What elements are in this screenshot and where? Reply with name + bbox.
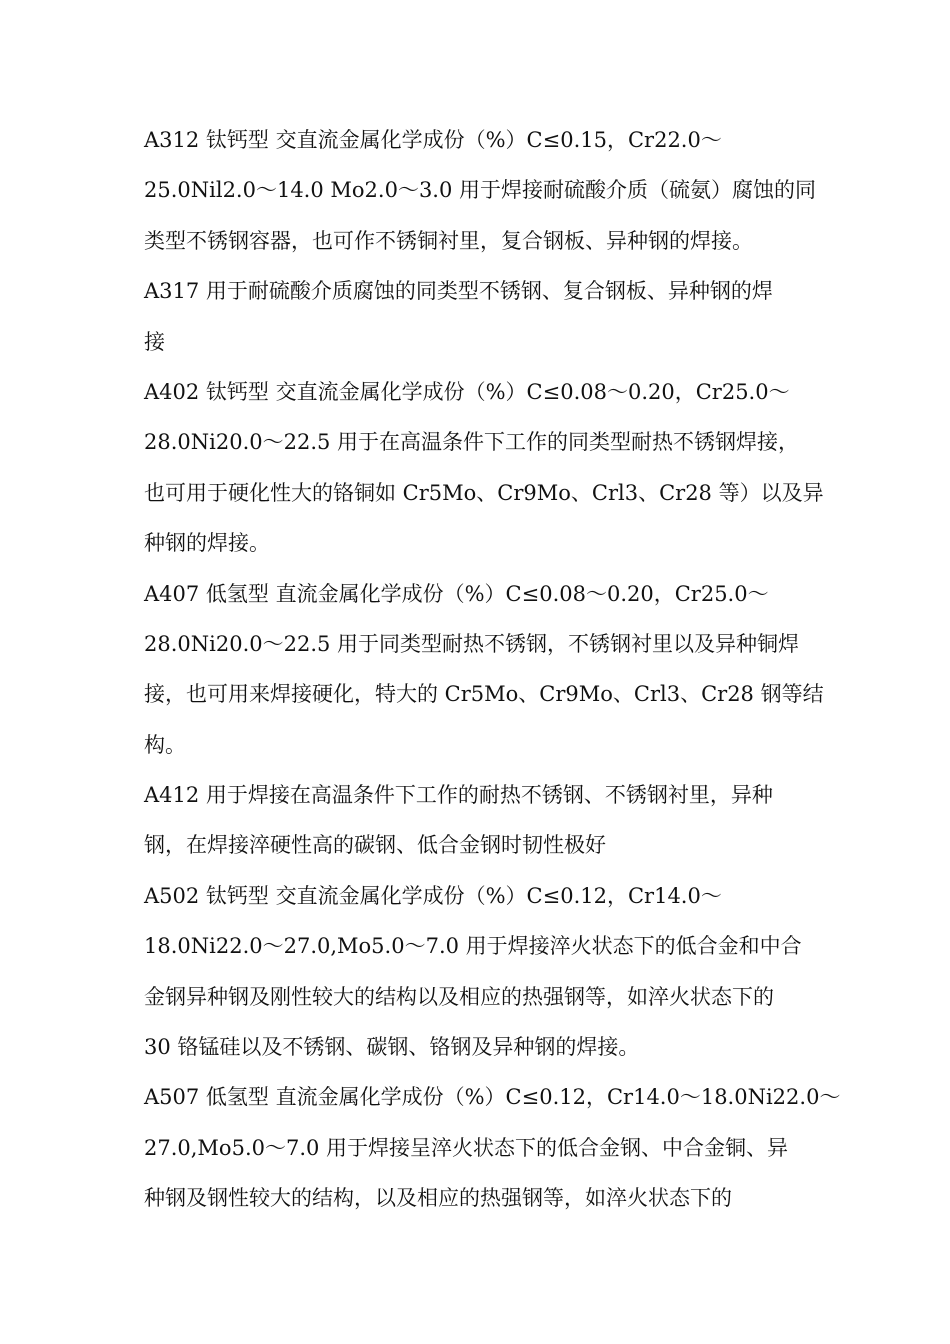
text-line: 种钢及钢性较大的结构，以及相应的热强钢等，如淬火状态下的: [144, 1186, 732, 1211]
text-line: 种钢的焊接。: [144, 531, 270, 556]
text-line: A407 低氢型 直流金属化学成份（%）C≤0.08～0.20，Cr25.0～: [144, 581, 769, 606]
text-line: 构。: [144, 732, 186, 757]
text-line: 金钢异种钢及刚性较大的结构以及相应的热强钢等，如淬火状态下的: [144, 984, 774, 1009]
text-line: 25.0Nil2.0～14.0 Mo2.0～3.0 用于焊接耐硫酸介质（硫氨）腐蚀的同: [144, 178, 817, 203]
text-line: 钢，在焊接淬硬性高的碳钢、低合金钢时韧性极好: [144, 833, 606, 858]
text-line: A412 用于焊接在高温条件下工作的耐热不锈钢、不锈钢衬里，异种: [144, 783, 773, 808]
text-line: A402 钛钙型 交直流金属化学成份（%）C≤0.08～0.20，Cr25.0～: [144, 379, 790, 404]
text-line: 27.0,Mo5.0～7.0 用于焊接呈淬火状态下的低合金钢、中合金铜、异: [144, 1135, 789, 1160]
text-line: A317 用于耐硫酸介质腐蚀的同类型不锈钢、复合钢板、异种钢的焊: [144, 279, 773, 304]
text-line: A502 钛钙型 交直流金属化学成份（%）C≤0.12，Cr14.0～: [144, 883, 722, 908]
text-line: 接，也可用来焊接硬化，特大的 Cr5Mo、Cr9Mo、Crl3、Cr28 钢等结: [144, 682, 824, 707]
text-line: 18.0Ni22.0～27.0,Mo5.0～7.0 用于焊接淬火状态下的低合金和中合: [144, 934, 802, 959]
text-line: 类型不锈钢容器，也可作不锈铜衬里，复合钢板、异种钢的焊接。: [144, 228, 753, 253]
text-line: 28.0Ni20.0～22.5 用于同类型耐热不锈钢，不锈钢衬里以及异种铜焊: [144, 631, 800, 656]
text-line: 接: [144, 329, 165, 354]
text-line: 28.0Ni20.0～22.5 用于在高温条件下工作的同类型耐热不锈钢焊接，: [144, 430, 800, 455]
text-line: 也可用于硬化性大的铬铜如 Cr5Mo、Cr9Mo、Crl3、Cr28 等）以及异: [144, 480, 824, 505]
text-line: A507 低氢型 直流金属化学成份（%）C≤0.12，Cr14.0～18.0Ni22.0～: [144, 1085, 841, 1110]
body-text: [144, 115, 841, 1224]
text-line: 30 铬锰硅以及不锈钢、碳钢、铬钢及异种钢的焊接。: [144, 1035, 640, 1060]
text-line: A312 钛钙型 交直流金属化学成份（%）C≤0.15，Cr22.0～: [144, 128, 722, 152]
